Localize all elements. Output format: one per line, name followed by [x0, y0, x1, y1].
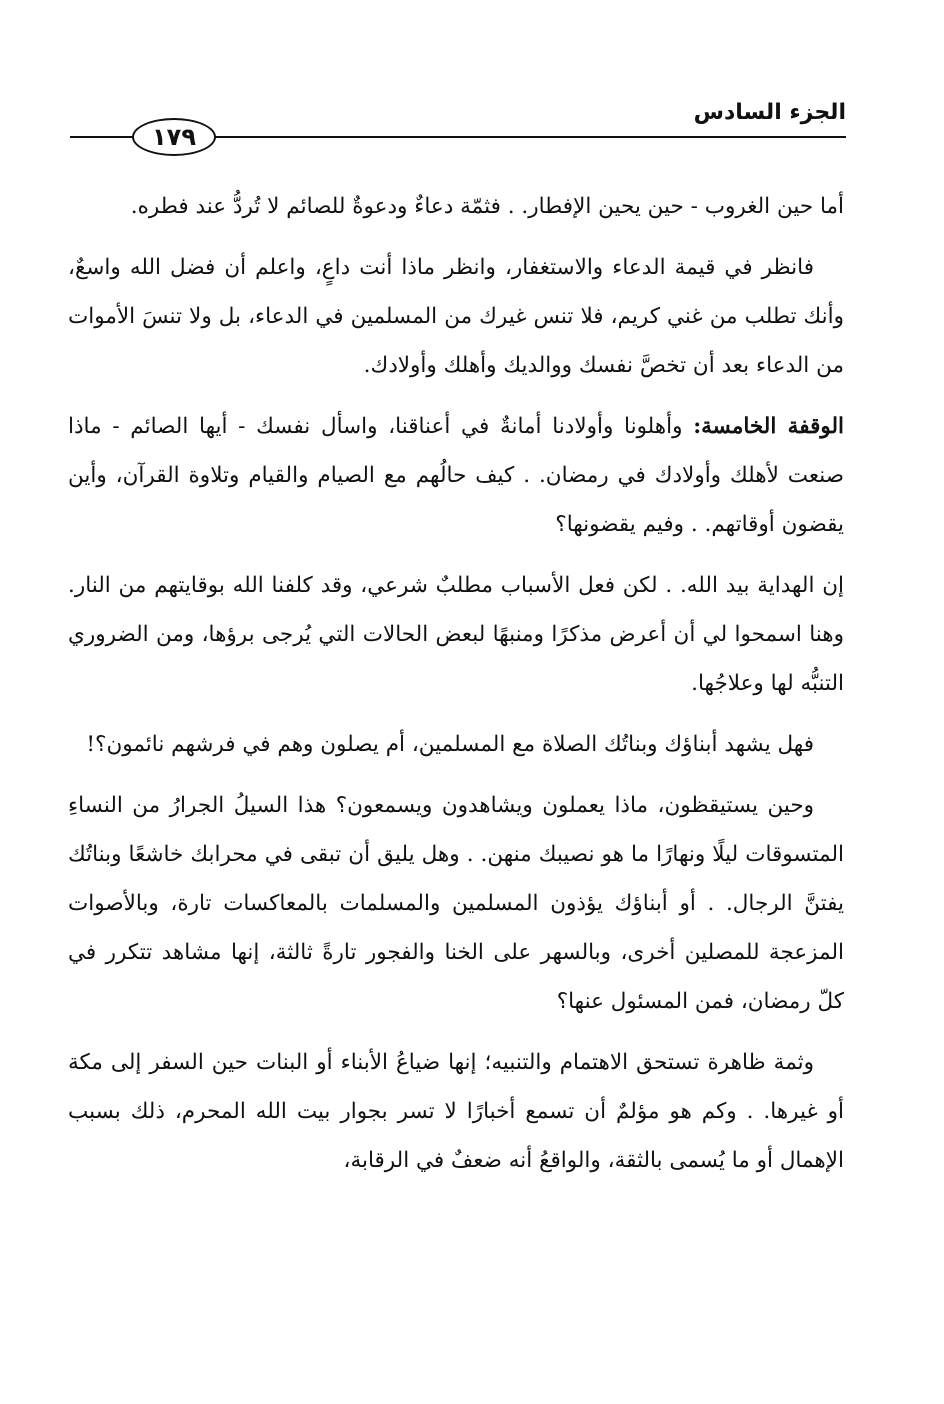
page-number: ١٧٩ — [132, 118, 216, 156]
paragraph-3-text: وأهلونا وأولادنا أمانةٌ في أعناقنا، واسأل نفسك - أيها الصائم - ماذا صنعت لأهلك وأولادك في رمضان. . كيف حالُهم مع الصيام والقيام وتلاوة القرآن، وأين يقضون أوقاتهم. . وفيم يقضونها؟ — [68, 414, 844, 537]
section-heading: الوقفة الخامسة: — [693, 414, 844, 439]
paragraph-3 — [68, 402, 844, 549]
paragraph-6: وحين يستيقظون، ماذا يعملون ويشاهدون ويسمعون؟ هذا السيلُ الجرارُ من النساءِ المتسوقات ليلًا ونهارًا ما هو نصيبك منهن. . وهل يليق أن تبقى في محرابك خاشعًا وبناتُك يفتنَّ الرجال. . أو أبناؤك يؤذون المسلمين والمسلمات بالمعاكسات تارة، وبالأصوات المزعجة للمصلين أخرى، وبالسهر على الخنا والفجور تارةً ثالثة، إنها مشاهد تتكرر في كلّ رمضان، فمن المسئول عنها؟ — [68, 793, 844, 1014]
paragraph-7: وثمة ظاهرة تستحق الاهتمام والتنبيه؛ إنها ضياعُ الأبناء أو البنات حين السفر إلى مكة أو غيرها. . وكم هو مؤلمٌ أن تسمع أخبارًا لا تسر بجوار بيت الله المحرم، ذلك بسبب الإهمال أو ما يُسمى بالثقة، والواقعُ أنه ضعفٌ في الرقابة، — [68, 1050, 844, 1173]
body-text — [68, 182, 844, 1197]
paragraph-5: فهل يشهد أبناؤك وبناتُك الصلاة مع المسلمين، أم يصلون وهم في فرشهم نائمون؟! — [86, 732, 814, 757]
page-header — [70, 100, 846, 160]
paragraph-2: فانظر في قيمة الدعاء والاستغفار، وانظر ماذا أنت داعٍ، واعلم أن فضل الله واسعٌ، وأنك تطلب من غني كريم، فلا تنس غيرك من المسلمين في الدعاء، بل ولا تنسَ الأموات من الدعاء بعد أن تخصَّ نفسك ووالديك وأهلك وأولادك. — [68, 255, 844, 378]
paragraph-4: إن الهداية بيد الله. . لكن فعل الأسباب مطلبٌ شرعي، وقد كلفنا الله بوقايتهم من النار. وهنا اسمحوا لي أن أعرض مذكرًا ومنبهًا لبعض الحالات التي يُرجى برؤها، ومن الضروري التنبُّه لها وعلاجُها. — [68, 573, 844, 696]
paragraph-1: أما حين الغروب - حين يحين الإفطار. . فثمّة دعاءٌ ودعوةٌ للصائم لا تُردُّ عند فطره. — [130, 194, 844, 219]
part-title: الجزء السادس — [690, 100, 846, 125]
